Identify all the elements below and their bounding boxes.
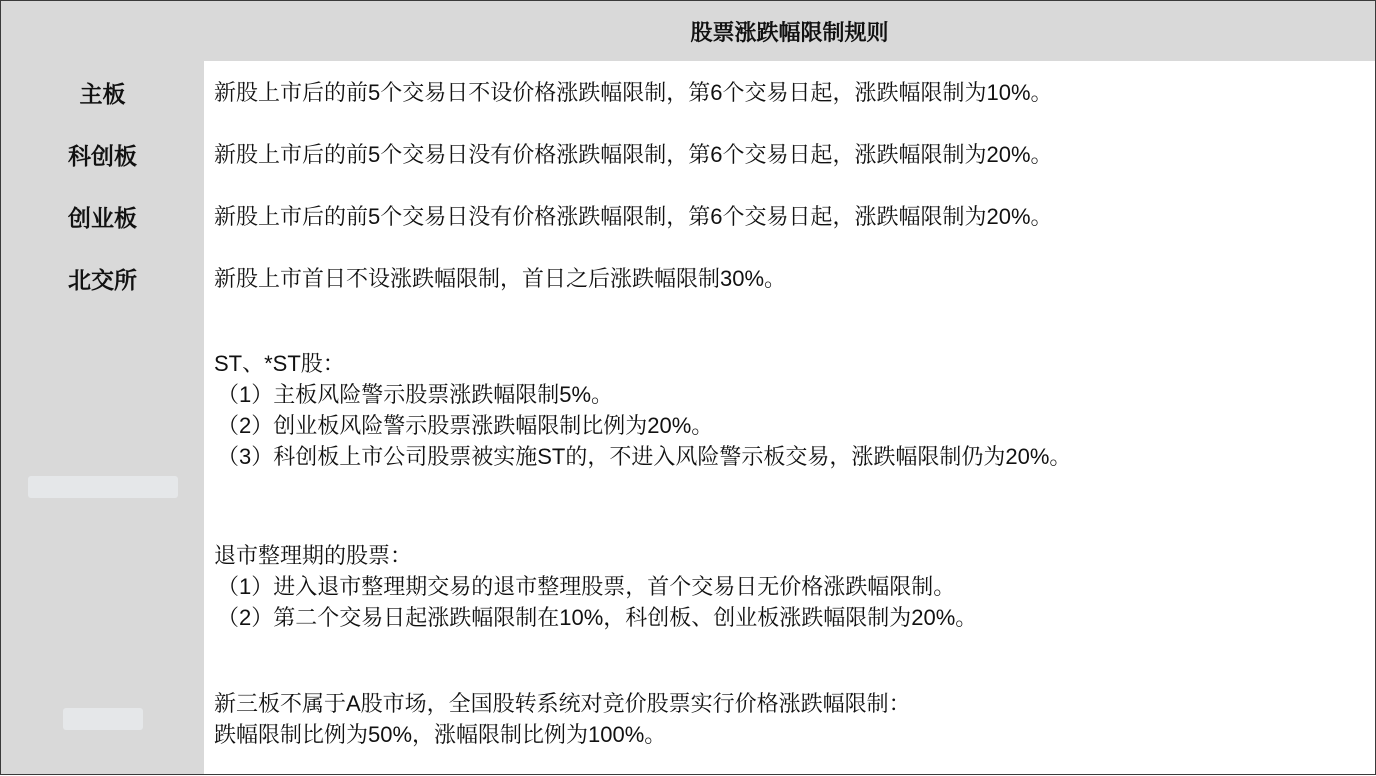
delisting-title: 退市整理期的股票： (214, 543, 413, 568)
delisting-rule-item: （2）第二个交易日起涨跌幅限制在10%，科创板、创业板涨跌幅限制为20%。 (217, 605, 978, 630)
st-rules (214, 348, 1071, 472)
obscured-label (28, 476, 178, 498)
row-content-bse (204, 247, 1376, 311)
row-label-chinext (0, 185, 205, 248)
st-rule-item: （2）创业板风险警示股票涨跌幅限制比例为20%。 (217, 413, 714, 438)
st-title: ST、*ST股： (214, 351, 345, 376)
row-content-text: 新股上市首日不设涨跌幅限制，首日之后涨跌幅限制30%。 (214, 266, 787, 291)
row-label-main-board (0, 61, 205, 124)
row-content-text: 新股上市后的前5个交易日没有价格涨跌幅限制，第6个交易日起，涨跌幅限制为20%。 (214, 141, 1053, 167)
row-label-text: 北交所 (68, 267, 137, 293)
neeq-rules (214, 688, 911, 750)
delisting-rule-item: （1）进入退市整理期交易的退市整理股票，首个交易日无价格涨跌幅限制。 (217, 574, 956, 599)
row-label-text: 科创板 (68, 142, 137, 169)
st-rule-item: （1）主板风险警示股票涨跌幅限制5%。 (217, 382, 614, 407)
table-title-text: 股票涨跌幅限制规则 (690, 19, 889, 45)
row-content-st (204, 310, 1376, 511)
neeq-line: 新三板不属于A股市场，全国股转系统对竞价股票实行价格涨跌幅限制： (214, 690, 911, 716)
row-content-star-market (204, 123, 1376, 186)
row-label-bse (0, 247, 205, 311)
row-label-text: 创业板 (68, 204, 137, 231)
row-content-chinext (204, 185, 1376, 248)
row-content-text: 新股上市后的前5个交易日不设价格涨跌幅限制，第6个交易日起，涨跌幅限制为10%。 (214, 79, 1053, 105)
row-content-delisting (204, 510, 1376, 664)
row-label-text: 主板 (79, 80, 126, 107)
row-label-neeq (0, 663, 205, 775)
delisting-rules (214, 540, 977, 633)
row-content-text: 新股上市后的前5个交易日没有价格涨跌幅限制，第6个交易日起，涨跌幅限制为20%。 (214, 203, 1053, 229)
header-corner-cell (0, 0, 205, 62)
neeq-line: 跌幅限制比例为50%，涨幅限制比例为100%。 (214, 721, 667, 747)
st-rule-item: （3）科创板上市公司股票被实施ST的，不进入风险警示板交易，涨跌幅限制仍为20%。 (217, 444, 1072, 469)
row-label-star-market (0, 123, 205, 186)
table-title (204, 0, 1376, 62)
obscured-label (63, 708, 143, 730)
row-content-main-board (204, 61, 1376, 124)
row-content-neeq (204, 663, 1376, 775)
row-label-special (0, 310, 205, 664)
